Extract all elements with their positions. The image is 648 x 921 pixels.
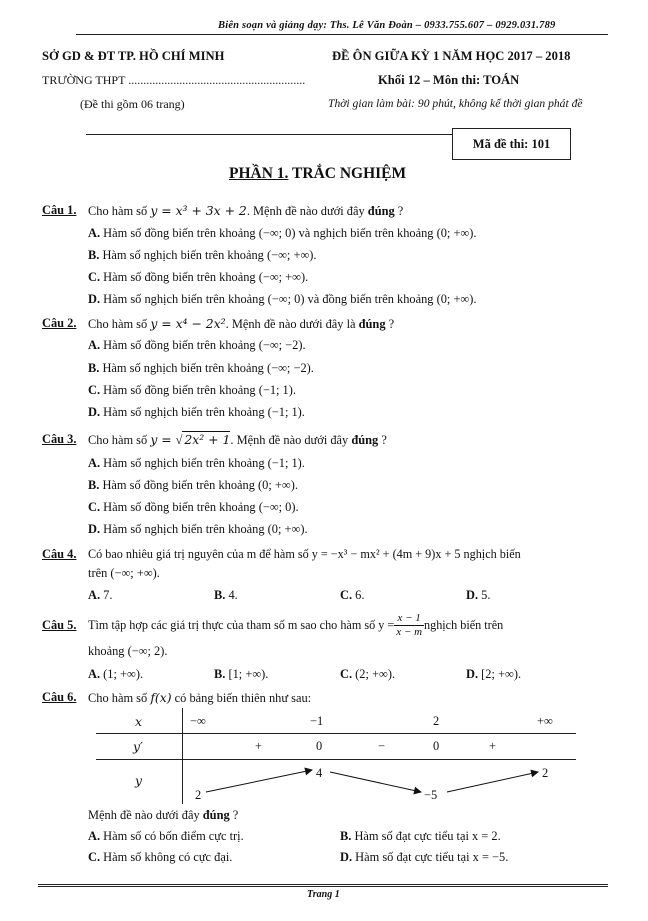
stem-text: Tìm tập hợp các giá trị thực của tham số m sao cho hàm số y = xyxy=(88,617,395,632)
option-letter: C. xyxy=(340,588,353,602)
option-text: Hàm số đạt cực tiểu tại x = −5. xyxy=(355,850,509,864)
fraction-numerator: x − 1 xyxy=(394,612,424,626)
question-label: Câu 4. xyxy=(42,547,77,561)
stem-text: Cho hàm số xyxy=(88,691,151,705)
option-letter: D. xyxy=(340,850,353,864)
footer-rule xyxy=(38,886,608,887)
option-letter: B. xyxy=(88,248,100,262)
stem-text: ? xyxy=(378,433,387,447)
derivative-sign: + xyxy=(255,739,262,753)
stem-text: . Mệnh đề nào dưới đây là xyxy=(225,317,359,331)
option-letter: D. xyxy=(88,522,101,536)
derivative-sign: − xyxy=(378,739,385,753)
prompt-emphasis: đúng xyxy=(202,808,230,822)
section-name: TRẮC NGHIỆM xyxy=(292,165,407,182)
footer-rule xyxy=(38,884,608,885)
option-letter: D. xyxy=(466,588,479,602)
question-6-prompt xyxy=(88,808,238,823)
option-letter: A. xyxy=(88,588,101,602)
decreasing-arrow xyxy=(330,772,421,792)
exam-time: Thời gian làm bài: 90 phút, không kể thời gian phát đề xyxy=(328,97,583,110)
grade-subject: Khối 12 – Môn thi: TOÁN xyxy=(378,73,520,87)
derivative-zero: 0 xyxy=(433,739,440,753)
stem-text: Cho hàm số xyxy=(88,204,151,218)
stem-text: Cho hàm số xyxy=(88,317,151,331)
stem-math: y = x⁴ − 2x² xyxy=(150,316,226,331)
option-text: Hàm số không có cực đại. xyxy=(103,850,233,864)
option-text: Hàm số có bốn điểm cực trị. xyxy=(103,829,244,843)
option-text: Hàm số đồng biến trên khoảng (0; +∞). xyxy=(102,478,298,492)
stem-emphasis: đúng xyxy=(367,204,395,218)
option-text: Hàm số đồng biến trên khoảng (−∞; +∞). xyxy=(103,270,309,284)
exam-title: ĐỀ ÔN GIỮA KỲ 1 NĂM HỌC 2017 – 2018 xyxy=(332,49,571,63)
stem-text: . Mệnh đề nào dưới đây xyxy=(246,204,368,218)
option-letter: B. xyxy=(340,829,352,843)
option-text: Hàm số đồng biến trên khoảng (−∞; 0) và nghịch biến trên khoảng (0; +∞). xyxy=(103,226,477,240)
y-value: 2 xyxy=(542,766,549,780)
stem-math: y = xyxy=(150,432,176,447)
option-text: (1; +∞). xyxy=(103,667,144,681)
question-label: Câu 5. xyxy=(42,618,77,632)
option-letter: C. xyxy=(340,667,353,681)
row-label-yprime: y′ xyxy=(133,739,143,754)
option-text: Hàm số nghịch biến trên khoảng (0; +∞). xyxy=(103,522,308,536)
option-text: Hàm số nghịch biến trên khoảng (−∞; 0) và đồng biến trên khoảng (0; +∞). xyxy=(103,292,477,306)
stem-text: nghịch biến trên xyxy=(424,617,504,632)
stem-text: ? xyxy=(394,204,404,218)
stem-emphasis: đúng xyxy=(358,317,386,331)
stem-math: f(x) xyxy=(150,690,172,705)
option-text: 5. xyxy=(481,588,491,602)
option-text: Hàm số nghịch biến trên khoảng (−1; 1). xyxy=(103,456,305,470)
option-letter: B. xyxy=(88,361,100,375)
page-count: (Đề thi gồm 06 trang) xyxy=(80,97,185,111)
question-5-stem-line2: khoảng (−∞; 2). xyxy=(88,644,168,658)
option-letter: A. xyxy=(88,226,101,240)
option-letter: A. xyxy=(88,338,101,352)
option-c[interactable] xyxy=(88,850,232,865)
option-letter: A. xyxy=(88,456,101,470)
stem-math: y = x³ + 3x + 2 xyxy=(150,203,247,218)
sqrt-sign: √ xyxy=(175,433,183,447)
stem-text: . Mệnh đề nào dưới đây xyxy=(230,433,352,447)
y-value: 2 xyxy=(195,788,202,802)
fraction-denominator: x − m xyxy=(396,625,423,638)
exam-code: Mã đề thi: 101 xyxy=(472,136,551,151)
section-number: PHẦN 1. xyxy=(229,165,289,182)
increasing-arrow xyxy=(206,770,312,792)
option-text: Hàm số đồng biến trên khoảng (−∞; 0). xyxy=(103,500,299,514)
option-letter: A. xyxy=(88,829,101,843)
stem-text: có bảng biến thiên như sau: xyxy=(171,691,312,705)
option-letter: C. xyxy=(88,500,101,514)
question-label: Câu 2. xyxy=(42,316,77,330)
question-label: Câu 3. xyxy=(42,432,77,446)
prompt-text: ? xyxy=(229,808,239,822)
prompt-text: Mệnh đề nào dưới đây xyxy=(88,808,203,822)
option-text: Hàm số đạt cực tiểu tại x = 2. xyxy=(354,829,501,843)
question-4-stem-line1: Có bao nhiêu giá trị nguyên của m để hàm số y = −x³ − mx² + (4m + 9)x + 5 nghịch biến xyxy=(88,547,521,561)
page-number: Trang 1 xyxy=(307,889,340,900)
sqrt-radicand: 2x² + 1 xyxy=(184,432,231,447)
option-text: Hàm số đồng biến trên khoảng (−1; 1). xyxy=(103,383,296,397)
option-d[interactable] xyxy=(340,850,508,865)
option-b[interactable] xyxy=(340,829,501,844)
question-label: Câu 1. xyxy=(42,203,77,217)
option-letter: B. xyxy=(214,667,226,681)
option-text: 6. xyxy=(355,588,365,602)
option-text: 7. xyxy=(103,588,113,602)
increasing-arrow xyxy=(447,772,538,792)
option-letter: D. xyxy=(88,292,101,306)
stem-text: ? xyxy=(385,317,395,331)
y-value: 4 xyxy=(316,766,323,780)
option-letter: A. xyxy=(88,667,101,681)
option-text: [2; +∞). xyxy=(481,667,522,681)
option-letter: B. xyxy=(88,478,100,492)
option-letter: C. xyxy=(88,850,101,864)
option-text: [1; +∞). xyxy=(228,667,269,681)
stem-emphasis: đúng xyxy=(351,433,379,447)
x-value: −∞ xyxy=(190,714,206,728)
stem-text: Cho hàm số xyxy=(88,433,151,447)
option-letter: C. xyxy=(88,383,101,397)
derivative-sign: + xyxy=(489,739,496,753)
department-name: SỞ GD & ĐT TP. HỒ CHÍ MINH xyxy=(42,49,225,63)
option-text: (2; +∞). xyxy=(355,667,396,681)
option-letter: D. xyxy=(466,667,479,681)
x-value: 2 xyxy=(433,714,440,728)
option-letter: D. xyxy=(88,405,101,419)
y-value: −5 xyxy=(424,788,438,802)
option-a[interactable] xyxy=(88,829,244,844)
row-label-y: y xyxy=(135,773,142,788)
option-letter: C. xyxy=(88,270,101,284)
option-text: Hàm số nghịch biến trên khoảng (−∞; −2). xyxy=(102,361,314,375)
option-text: Hàm số nghịch biến trên khoảng (−1; 1). xyxy=(103,405,305,419)
option-text: Hàm số nghịch biến trên khoảng (−∞; +∞). xyxy=(102,248,317,262)
row-label-x: x xyxy=(135,714,142,729)
school-name: TRƯỜNG THPT ........................................................... xyxy=(42,73,306,87)
question-4-stem-line2: trên (−∞; +∞). xyxy=(88,566,160,580)
option-text: 4. xyxy=(228,588,238,602)
derivative-zero: 0 xyxy=(316,739,323,753)
x-value: −1 xyxy=(310,714,324,728)
question-label: Câu 6. xyxy=(42,690,77,704)
option-letter: B. xyxy=(214,588,226,602)
x-value: +∞ xyxy=(537,714,553,728)
author-line: Biên soạn và giảng dạy: Ths. Lê Văn Đoàn – 0933.755.607 – 0929.031.789 xyxy=(218,20,556,31)
option-text: Hàm số đồng biến trên khoảng (−∞; −2). xyxy=(103,338,306,352)
